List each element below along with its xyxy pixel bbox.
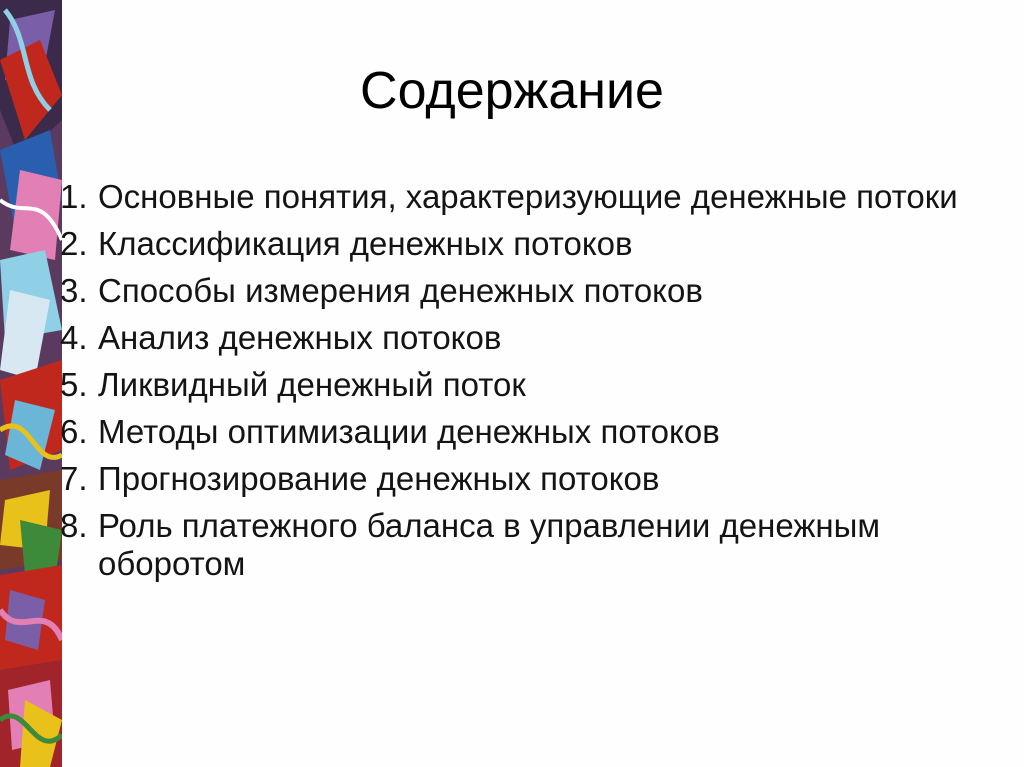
item-text: Ликвидный денежный поток (98, 366, 526, 403)
item-number: 5. (60, 366, 88, 403)
item-text: Классификация денежных потоков (98, 225, 633, 262)
list-item (60, 366, 960, 404)
item-number: 2. (60, 225, 88, 262)
item-text: Методы оптимизации денежных потоков (98, 413, 720, 450)
item-text: Способы измерения денежных потоков (98, 272, 703, 309)
item-text: Прогнозирование денежных потоков (98, 460, 660, 497)
contents-list (60, 178, 960, 592)
list-item (60, 413, 960, 451)
list-item (60, 178, 960, 216)
item-text: Основные понятия, характеризующие денежные потоки (98, 178, 958, 215)
item-number: 4. (60, 319, 88, 356)
item-number: 7. (60, 460, 88, 497)
list-item (60, 272, 960, 310)
list-item (60, 460, 960, 498)
item-text: Роль платежного баланса в управлении денежным оборотом (98, 507, 881, 582)
item-number: 1. (60, 178, 88, 215)
slide-title: Содержание (360, 62, 664, 120)
list-item (60, 507, 960, 583)
item-number: 6. (60, 413, 88, 450)
list-item (60, 319, 960, 357)
item-number: 3. (60, 272, 88, 309)
list-item (60, 225, 960, 263)
item-text: Анализ денежных потоков (98, 319, 502, 356)
item-number: 8. (60, 507, 88, 544)
